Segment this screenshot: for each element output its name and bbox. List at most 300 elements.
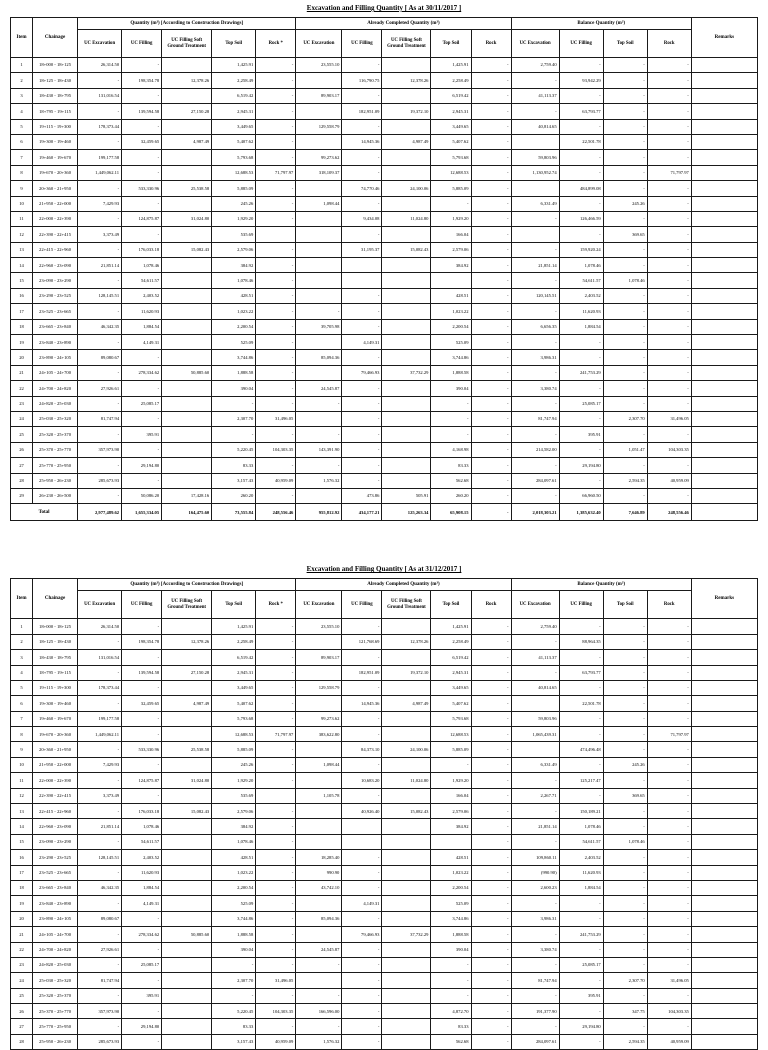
value-cell: 562.68 (431, 473, 471, 488)
chainage-cell: 24+105 - 24+700 (33, 927, 78, 942)
value-cell: 19,372.10 (382, 104, 431, 119)
value-cell (162, 442, 212, 457)
value-cell: - (471, 942, 511, 957)
value-cell (296, 804, 342, 819)
value-cell: 199,177.58 (78, 711, 122, 726)
value-cell: - (122, 165, 162, 180)
value-cell: - (256, 119, 296, 134)
balance-col-header: Rock (647, 591, 691, 619)
value-cell: - (647, 73, 691, 88)
value-cell (162, 680, 212, 695)
value-cell (382, 273, 431, 288)
chainage-cell: 19+670 - 20+360 (33, 165, 78, 180)
value-cell: - (256, 458, 296, 473)
chainage-cell: 21+950 - 22+000 (33, 196, 78, 211)
remarks-cell (691, 788, 757, 803)
value-cell: - (78, 957, 122, 972)
table-row (11, 1019, 758, 1034)
value-cell (342, 834, 382, 849)
value-cell: 124,875.87 (122, 773, 162, 788)
remarks-cell (691, 757, 757, 772)
item-cell: 13 (11, 242, 33, 257)
value-cell: 2,594.35 (603, 473, 647, 488)
remarks-cell (691, 488, 757, 503)
value-cell (382, 788, 431, 803)
table-row (11, 181, 758, 196)
value-cell: 5,220.45 (212, 442, 256, 457)
value-cell: 533,330.96 (122, 742, 162, 757)
remarks-cell (691, 1034, 757, 1049)
value-cell: - (342, 442, 382, 457)
value-cell: 85,094.36 (296, 911, 342, 926)
remarks-cell (691, 804, 757, 819)
value-cell: - (471, 850, 511, 865)
table-2-title: Excavation and Filling Quantity [ As at 31/12/2017 ] (306, 565, 462, 574)
value-cell: 3,373.49 (78, 227, 122, 242)
value-cell (382, 304, 431, 319)
value-cell: 384.92 (212, 258, 256, 273)
value-cell: - (647, 957, 691, 972)
chainage-cell: 19+460 - 19+670 (33, 150, 78, 165)
value-cell: 21,851.14 (78, 258, 122, 273)
value-cell (382, 119, 431, 134)
value-cell: - (342, 942, 382, 957)
value-cell: 5,793.68 (431, 711, 471, 726)
value-cell: 178,373.44 (78, 119, 122, 134)
value-cell: - (342, 119, 382, 134)
value-cell: - (471, 711, 511, 726)
chainage-cell: 19+460 - 19+670 (33, 711, 78, 726)
value-cell: - (342, 458, 382, 473)
value-cell: - (256, 365, 296, 380)
value-cell (296, 411, 342, 426)
value-cell: - (603, 488, 647, 503)
value-cell: 32,459.65 (122, 696, 162, 711)
total-value-cell: 248,556.46 (647, 504, 691, 521)
value-cell: - (603, 211, 647, 226)
total-value-cell: 434,177.21 (342, 504, 382, 521)
remarks-cell (691, 288, 757, 303)
value-cell: - (471, 288, 511, 303)
value-cell: - (342, 1004, 382, 1019)
value-cell (382, 381, 431, 396)
value-cell: 125,217.47 (559, 773, 603, 788)
table-row (11, 196, 758, 211)
value-cell: - (511, 804, 559, 819)
value-cell: 129,558.79 (296, 119, 342, 134)
value-cell: - (471, 258, 511, 273)
remarks-cell (691, 957, 757, 972)
value-cell: 1,425.91 (212, 619, 256, 634)
value-cell: - (603, 665, 647, 680)
value-cell: - (559, 973, 603, 988)
value-cell: - (256, 335, 296, 350)
value-cell: - (603, 119, 647, 134)
value-cell: - (603, 304, 647, 319)
value-cell: 241,753.29 (559, 927, 603, 942)
total-value-cell: 955,812.92 (296, 504, 342, 521)
value-cell: 99,273.62 (296, 150, 342, 165)
table-row (11, 834, 758, 849)
quantity-col-header: UC Excavation (78, 30, 122, 58)
value-cell (162, 427, 212, 442)
remarks-cell (691, 927, 757, 942)
value-cell: 93,942.29 (559, 73, 603, 88)
value-cell: - (471, 973, 511, 988)
value-cell: - (471, 427, 511, 442)
value-cell (162, 711, 212, 726)
value-cell: - (342, 381, 382, 396)
chainage-cell: 23+525 - 23+665 (33, 865, 78, 880)
table-row (11, 880, 758, 895)
remarks-cell (691, 88, 757, 103)
remarks-cell (691, 973, 757, 988)
table-row (11, 973, 758, 988)
value-cell: 2,307.70 (212, 973, 256, 988)
value-cell (162, 788, 212, 803)
value-cell (382, 834, 431, 849)
value-cell (162, 865, 212, 880)
value-cell: 81,747.94 (511, 973, 559, 988)
value-cell: - (647, 304, 691, 319)
value-cell: 12,378.26 (162, 73, 212, 88)
value-cell: 59,803.96 (511, 150, 559, 165)
value-cell: - (471, 365, 511, 380)
value-cell: - (431, 757, 471, 772)
value-cell: - (342, 288, 382, 303)
value-cell (382, 288, 431, 303)
value-cell: - (647, 927, 691, 942)
value-cell: 6,519.42 (431, 88, 471, 103)
value-cell (296, 896, 342, 911)
item-cell: 6 (11, 134, 33, 149)
table-row (11, 804, 758, 819)
value-cell (162, 227, 212, 242)
value-cell: 139,594.58 (122, 104, 162, 119)
value-cell: - (256, 381, 296, 396)
table-row (11, 411, 758, 426)
value-cell: 1,884.54 (122, 319, 162, 334)
value-cell: - (342, 650, 382, 665)
item-cell: 2 (11, 73, 33, 88)
chainage-cell: 23+840 - 23+890 (33, 896, 78, 911)
value-cell (511, 227, 559, 242)
value-cell: 46,342.35 (78, 319, 122, 334)
value-cell: - (122, 711, 162, 726)
value-cell: 525.09 (431, 896, 471, 911)
completed-col-header: Rock (471, 30, 511, 58)
chainage-cell: 19+300 - 19+460 (33, 134, 78, 149)
value-cell (296, 488, 342, 503)
value-cell: - (559, 896, 603, 911)
value-cell: - (256, 911, 296, 926)
value-cell: - (256, 242, 296, 257)
value-cell: 84,373.10 (342, 742, 382, 757)
total-value-cell: 2,018,303.21 (511, 504, 559, 521)
value-cell (162, 396, 212, 411)
value-cell: 1,929.20 (212, 211, 256, 226)
value-cell: 31,496.05 (256, 973, 296, 988)
value-cell: - (471, 757, 511, 772)
value-cell: - (603, 181, 647, 196)
value-cell (431, 834, 471, 849)
header-group-row (11, 18, 758, 30)
remarks-cell (691, 896, 757, 911)
value-cell: - (511, 273, 559, 288)
value-cell: - (256, 804, 296, 819)
chainage-cell: 26+230 - 26+500 (33, 488, 78, 503)
value-cell: 54,611.57 (122, 834, 162, 849)
value-cell: 2,579.06 (431, 804, 471, 819)
value-cell (256, 788, 296, 803)
value-cell: 54,611.57 (122, 273, 162, 288)
value-cell: 198,354.78 (122, 634, 162, 649)
value-cell: 176,033.18 (122, 242, 162, 257)
value-cell (296, 927, 342, 942)
value-cell: 31,496.05 (647, 973, 691, 988)
chainage-cell: 24+700 - 24+820 (33, 381, 78, 396)
quantity-col-header: Rock * (256, 30, 296, 58)
chainage-cell: 24+820 - 25+030 (33, 396, 78, 411)
value-cell: 3,157.43 (212, 1034, 256, 1049)
quantity-col-header: UC Excavation (78, 591, 122, 619)
value-cell: 2,945.31 (431, 104, 471, 119)
chainage-header: Chainage (33, 579, 78, 619)
value-cell: 41,113.37 (511, 88, 559, 103)
value-cell: - (647, 350, 691, 365)
value-cell: 2,258.49 (431, 73, 471, 88)
value-cell: 12,378.26 (382, 73, 431, 88)
value-cell: 395.91 (559, 427, 603, 442)
value-cell: 6,656.35 (511, 319, 559, 334)
value-cell: - (471, 319, 511, 334)
item-cell: 21 (11, 365, 33, 380)
value-cell: - (342, 727, 382, 742)
balance-col-header: Top Soil (603, 591, 647, 619)
value-cell: - (342, 711, 382, 726)
value-cell: 50,885.60 (162, 927, 212, 942)
value-cell (382, 757, 431, 772)
value-cell: - (511, 1019, 559, 1034)
value-cell: 71,797.97 (256, 727, 296, 742)
value-cell: - (647, 273, 691, 288)
value-cell: - (256, 742, 296, 757)
value-cell: 104,303.35 (647, 1004, 691, 1019)
value-cell: - (342, 150, 382, 165)
value-cell: 81,747.94 (78, 973, 122, 988)
value-cell: - (603, 896, 647, 911)
chainage-cell: 18+125 - 18+430 (33, 634, 78, 649)
value-cell: - (122, 1004, 162, 1019)
value-cell: - (471, 773, 511, 788)
value-cell: - (78, 634, 122, 649)
item-cell: 14 (11, 258, 33, 273)
value-cell (382, 911, 431, 926)
value-cell: 3,380.74 (511, 381, 559, 396)
table-row (11, 165, 758, 180)
value-cell (382, 335, 431, 350)
value-cell (431, 273, 471, 288)
quantity-col-header: UC Filling (122, 591, 162, 619)
value-cell: 1,098.44 (296, 757, 342, 772)
value-cell: - (603, 58, 647, 73)
value-cell: 21,851.14 (511, 258, 559, 273)
value-cell: 505.91 (382, 488, 431, 503)
remarks-cell (691, 181, 757, 196)
value-cell: 3,986.31 (511, 350, 559, 365)
balance-col-header: UC Filling (559, 30, 603, 58)
value-cell: 2,600.23 (511, 880, 559, 895)
value-cell: 1,078.46 (603, 834, 647, 849)
value-cell: 1,884.54 (559, 319, 603, 334)
value-cell: - (78, 73, 122, 88)
item-cell: 1 (11, 619, 33, 634)
value-cell: - (342, 788, 382, 803)
value-cell: 4,168.98 (431, 442, 471, 457)
completed-col-header: UC Excavation (296, 591, 342, 619)
value-cell: - (78, 365, 122, 380)
value-cell: 27,926.61 (78, 942, 122, 957)
value-cell: - (603, 165, 647, 180)
value-cell: - (122, 650, 162, 665)
value-cell: - (256, 896, 296, 911)
value-cell: 166.04 (431, 227, 471, 242)
value-cell: - (256, 258, 296, 273)
value-cell (382, 227, 431, 242)
value-cell: - (559, 473, 603, 488)
value-cell: - (256, 850, 296, 865)
value-cell: - (511, 896, 559, 911)
value-cell: 1,425.91 (431, 58, 471, 73)
value-cell: 284,097.61 (511, 1034, 559, 1049)
value-cell (162, 335, 212, 350)
value-cell: 4,149.31 (122, 335, 162, 350)
value-cell: - (559, 335, 603, 350)
value-cell: 4,149.31 (342, 335, 382, 350)
value-cell: 85,094.36 (296, 350, 342, 365)
quantity-col-header: UC Filling Soft Ground Treatment (162, 591, 212, 619)
value-cell: 1,078.46 (559, 258, 603, 273)
value-cell: - (122, 727, 162, 742)
item-cell: 16 (11, 288, 33, 303)
value-cell: 1,888.58 (212, 365, 256, 380)
value-cell: 5,407.62 (212, 696, 256, 711)
total-value-cell: - (471, 504, 511, 521)
value-cell: - (471, 727, 511, 742)
value-cell: 245.26 (603, 757, 647, 772)
value-cell (162, 473, 212, 488)
remarks-cell (691, 319, 757, 334)
value-cell: 83.33 (212, 1019, 256, 1034)
value-cell: - (256, 619, 296, 634)
table-row (11, 665, 758, 680)
value-cell: - (647, 650, 691, 665)
value-cell: - (647, 696, 691, 711)
value-cell: - (471, 104, 511, 119)
value-cell (162, 973, 212, 988)
balance-col-header: UC Filling (559, 591, 603, 619)
value-cell (511, 134, 559, 149)
table-row (11, 680, 758, 695)
value-cell: - (559, 227, 603, 242)
table-row (11, 458, 758, 473)
value-cell: - (342, 473, 382, 488)
value-cell: - (511, 634, 559, 649)
value-cell: - (471, 211, 511, 226)
value-cell: (990.90) (511, 865, 559, 880)
value-cell: - (296, 304, 342, 319)
value-cell: - (559, 442, 603, 457)
value-cell: 390.04 (431, 381, 471, 396)
value-cell: - (647, 319, 691, 334)
value-cell: - (78, 304, 122, 319)
value-cell: 12,688.53 (431, 727, 471, 742)
value-cell: - (603, 988, 647, 1003)
value-cell: 395.91 (122, 988, 162, 1003)
value-cell: - (603, 727, 647, 742)
value-cell (382, 196, 431, 211)
value-cell: 54,611.57 (559, 273, 603, 288)
value-cell: 40,959.09 (647, 1034, 691, 1049)
value-cell (382, 150, 431, 165)
value-cell: 3,744.86 (212, 911, 256, 926)
value-cell: 260.20 (212, 488, 256, 503)
value-cell: - (122, 973, 162, 988)
remarks-cell (691, 711, 757, 726)
value-cell: 182,951.09 (342, 104, 382, 119)
item-cell: 26 (11, 1004, 33, 1019)
value-cell (162, 165, 212, 180)
value-cell: 357,973.90 (78, 442, 122, 457)
table-row (11, 1004, 758, 1019)
remarks-cell (691, 73, 757, 88)
completed-group-header: Already Completed Quantity (m³) (296, 579, 511, 591)
value-cell: - (603, 150, 647, 165)
table-row (11, 73, 758, 88)
value-cell: - (511, 396, 559, 411)
value-cell: - (431, 196, 471, 211)
value-cell: 25,538.58 (162, 181, 212, 196)
completed-col-header: UC Filling (342, 591, 382, 619)
value-cell: - (647, 757, 691, 772)
value-cell: - (647, 242, 691, 257)
table-row (11, 58, 758, 73)
chainage-cell: 25+320 - 25+370 (33, 988, 78, 1003)
value-cell: - (647, 196, 691, 211)
remarks-header: Remarks (691, 18, 757, 58)
value-cell: 3,986.31 (511, 911, 559, 926)
value-cell: - (256, 58, 296, 73)
value-cell: 390.04 (212, 381, 256, 396)
chainage-cell: 23+090 - 23+290 (33, 834, 78, 849)
value-cell: 14,945.36 (342, 134, 382, 149)
value-cell: 50,086.20 (122, 488, 162, 503)
value-cell: 27,926.61 (78, 381, 122, 396)
value-cell: - (256, 196, 296, 211)
value-cell: - (212, 957, 256, 972)
value-cell: 143,391.90 (296, 442, 342, 457)
value-cell: - (342, 865, 382, 880)
value-cell: - (296, 427, 342, 442)
table-row (11, 850, 758, 865)
item-cell: 28 (11, 1034, 33, 1049)
value-cell: 9,434.08 (342, 211, 382, 226)
chainage-cell: 23+290 - 23+525 (33, 288, 78, 303)
value-cell (162, 119, 212, 134)
table-1-title: Excavation and Filling Quantity [ As at 30/11/2017 ] (306, 4, 462, 12)
table-row (11, 288, 758, 303)
value-cell: 31,024.80 (162, 211, 212, 226)
